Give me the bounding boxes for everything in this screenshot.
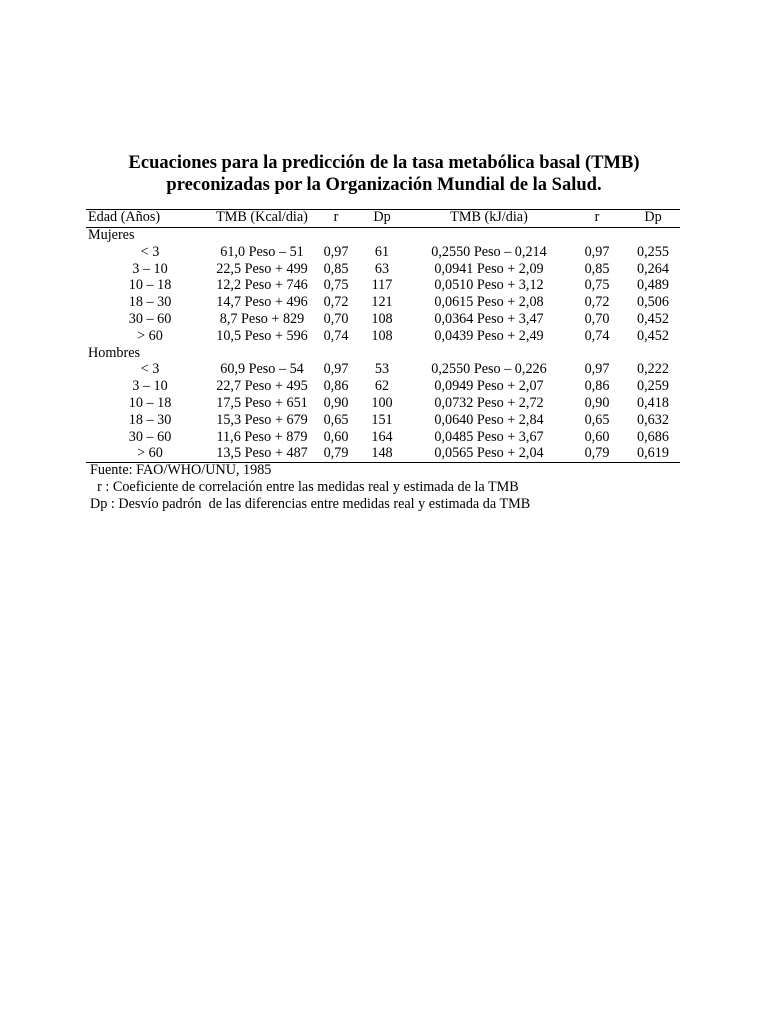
cell-kcal: 22,7 Peso + 495 xyxy=(216,378,308,395)
group-label-row xyxy=(86,227,680,244)
cell-dp2: 0,619 xyxy=(637,445,669,462)
cell-dp2: 0,452 xyxy=(637,327,669,344)
cell-r1: 0,97 xyxy=(323,243,349,260)
group-label-row xyxy=(86,345,680,362)
cell-dp1: 53 xyxy=(374,361,390,378)
cell-dp2: 0,264 xyxy=(637,260,669,277)
header-r-kj: r xyxy=(594,209,600,225)
cell-r1: 0,60 xyxy=(323,428,349,445)
table-row xyxy=(86,328,680,345)
dp-definition-note: Dp : Desvío padrón de las diferencias entre medidas real y estimada da TMB xyxy=(90,496,531,512)
cell-kcal: 8,7 Peso + 829 xyxy=(219,311,305,327)
cell-r2: 0,60 xyxy=(584,428,610,445)
cell-kcal: 11,6 Peso + 879 xyxy=(216,428,308,445)
cell-dp1: 117 xyxy=(371,277,393,294)
table-row xyxy=(86,378,680,395)
cell-r1: 0,75 xyxy=(323,277,349,294)
table-row xyxy=(86,395,680,412)
table-row xyxy=(86,294,680,311)
cell-dp2: 0,506 xyxy=(637,294,669,311)
table-row xyxy=(86,261,680,278)
cell-dp2: 0,255 xyxy=(637,243,669,260)
cell-r1: 0,97 xyxy=(323,361,349,378)
table-row xyxy=(86,445,680,462)
cell-dp2: 0,259 xyxy=(637,378,669,395)
cell-dp1: 121 xyxy=(371,294,393,311)
cell-r2: 0,86 xyxy=(584,378,610,395)
cell-dp2: 0,452 xyxy=(637,311,669,327)
cell-age: < 3 xyxy=(140,243,160,260)
cell-dp1: 108 xyxy=(371,327,393,344)
cell-kcal: 13,5 Peso + 487 xyxy=(216,445,308,462)
cell-dp1: 108 xyxy=(371,311,393,327)
cell-dp1: 63 xyxy=(374,260,390,277)
cell-kcal: 14,7 Peso + 496 xyxy=(216,294,308,311)
cell-kj: 0,0439 Peso + 2,49 xyxy=(434,327,544,344)
cell-r2: 0,97 xyxy=(584,243,610,260)
table-title-line-2: preconizadas por la Organización Mundial de la Salud. xyxy=(166,175,602,195)
table-row xyxy=(86,244,680,261)
cell-r2: 0,85 xyxy=(584,260,610,277)
cell-r1: 0,86 xyxy=(323,378,349,395)
cell-dp1: 61 xyxy=(374,243,390,260)
cell-age: 18 – 30 xyxy=(128,411,172,428)
cell-r2: 0,72 xyxy=(584,294,610,311)
cell-dp2: 0,222 xyxy=(637,361,669,378)
cell-r1: 0,74 xyxy=(323,327,349,344)
cell-dp2: 0,489 xyxy=(637,277,669,294)
cell-kj: 0,0640 Peso + 2,84 xyxy=(434,411,544,428)
cell-kcal: 60,9 Peso – 54 xyxy=(220,361,304,378)
cell-age: 3 – 10 xyxy=(132,260,168,277)
cell-kj: 0,2550 Peso – 0,214 xyxy=(431,243,547,260)
header-kj: TMB (kJ/dia) xyxy=(450,209,528,225)
r-definition-note: r : Coeficiente de correlación entre las medidas real y estimada de la TMB xyxy=(90,479,519,495)
cell-kj: 0,0732 Peso + 2,72 xyxy=(434,395,544,411)
cell-r1: 0,65 xyxy=(323,411,349,428)
cell-kj: 0,0565 Peso + 2,04 xyxy=(434,445,544,462)
table-row xyxy=(86,361,680,378)
cell-kj: 0,0941 Peso + 2,09 xyxy=(434,260,544,277)
cell-r2: 0,70 xyxy=(584,311,610,327)
header-dp-kj: Dp xyxy=(644,209,662,225)
cell-dp2: 0,632 xyxy=(637,411,669,428)
cell-age: 30 – 60 xyxy=(128,311,172,327)
header-kcal: TMB (Kcal/dia) xyxy=(216,209,308,225)
header-dp-kcal: Dp xyxy=(373,209,391,225)
cell-dp1: 148 xyxy=(371,445,393,462)
cell-age: 10 – 18 xyxy=(128,277,172,294)
cell-age: < 3 xyxy=(140,361,160,378)
cell-age: > 60 xyxy=(137,445,163,462)
source-note: Fuente: FAO/WHO/UNU, 1985 xyxy=(90,462,272,478)
cell-dp2: 0,418 xyxy=(637,395,669,411)
cell-r2: 0,90 xyxy=(584,395,610,411)
table-row xyxy=(86,429,680,446)
cell-r1: 0,85 xyxy=(323,260,349,277)
cell-kj: 0,0485 Peso + 3,67 xyxy=(434,428,544,445)
cell-kj: 0,0364 Peso + 3,47 xyxy=(434,311,544,327)
cell-r2: 0,97 xyxy=(584,361,610,378)
cell-r1: 0,90 xyxy=(323,395,349,411)
cell-r2: 0,79 xyxy=(584,445,610,462)
cell-dp1: 100 xyxy=(371,395,393,411)
cell-age: > 60 xyxy=(137,327,163,344)
cell-kcal: 22,5 Peso + 499 xyxy=(216,260,308,277)
cell-kcal: 61,0 Peso – 51 xyxy=(220,243,304,260)
cell-dp1: 151 xyxy=(371,411,393,428)
cell-kcal: 15,3 Peso + 679 xyxy=(216,411,308,428)
cell-dp2: 0,686 xyxy=(637,428,669,445)
cell-age: 10 – 18 xyxy=(128,395,172,411)
cell-r1: 0,72 xyxy=(323,294,349,311)
table-row xyxy=(86,412,680,429)
cell-kj: 0,0615 Peso + 2,08 xyxy=(434,294,544,311)
table-row xyxy=(86,277,680,294)
header-r-kcal: r xyxy=(333,209,339,225)
header-age: Edad (Años) xyxy=(88,209,161,225)
cell-r1: 0,79 xyxy=(323,445,349,462)
cell-kcal: 12,2 Peso + 746 xyxy=(216,277,308,294)
cell-r2: 0,74 xyxy=(584,327,610,344)
cell-age: 18 – 30 xyxy=(128,294,172,311)
cell-age: 3 – 10 xyxy=(132,378,168,395)
group-label: Hombres xyxy=(88,344,141,361)
cell-r2: 0,75 xyxy=(584,277,610,294)
group-label: Mujeres xyxy=(88,227,135,243)
cell-r2: 0,65 xyxy=(584,411,610,428)
table-row xyxy=(86,311,680,328)
cell-kj: 0,2550 Peso – 0,226 xyxy=(431,361,547,378)
cell-dp1: 62 xyxy=(374,378,390,395)
cell-kcal: 17,5 Peso + 651 xyxy=(216,395,308,411)
cell-dp1: 164 xyxy=(371,428,393,445)
cell-kj: 0,0510 Peso + 3,12 xyxy=(434,277,544,294)
table-title-line-1: Ecuaciones para la predicción de la tasa metabólica basal (TMB) xyxy=(128,153,640,173)
table-header-row xyxy=(86,209,680,226)
cell-kj: 0,0949 Peso + 2,07 xyxy=(434,378,544,395)
cell-kcal: 10,5 Peso + 596 xyxy=(216,327,308,344)
cell-r1: 0,70 xyxy=(323,311,349,327)
cell-age: 30 – 60 xyxy=(128,428,172,445)
